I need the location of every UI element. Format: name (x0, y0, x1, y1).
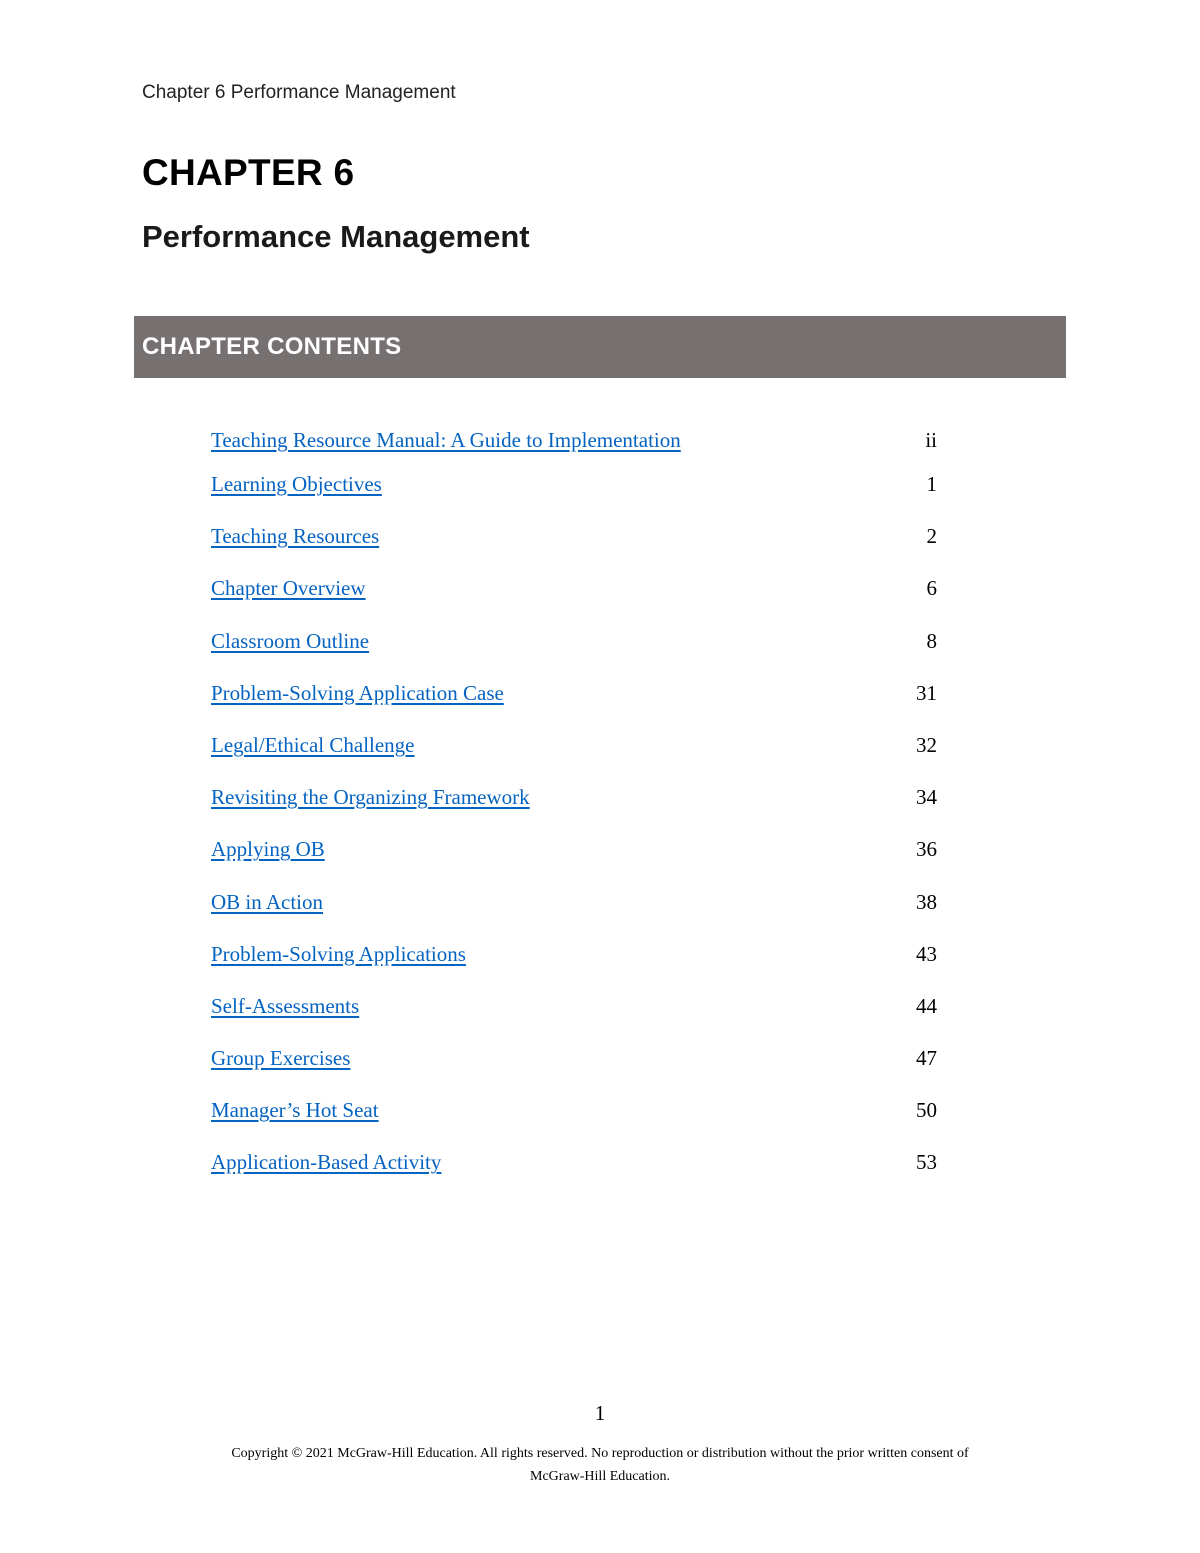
chapter-number-heading: CHAPTER 6 (142, 152, 355, 193)
toc-page-number: ii (925, 428, 937, 452)
toc-link-revisiting-organizing-framework[interactable]: Revisiting the Organizing Framework (211, 785, 530, 810)
chapter-contents-label: CHAPTER CONTENTS (142, 333, 402, 360)
toc-row (211, 729, 937, 781)
toc-row (211, 572, 937, 624)
toc-link-chapter-overview[interactable]: Chapter Overview (211, 576, 366, 601)
toc-link-classroom-outline[interactable]: Classroom Outline (211, 628, 370, 653)
toc-page-number: 8 (926, 628, 937, 653)
toc-page-number: 36 (916, 837, 937, 862)
toc-page-number: 53 (916, 1150, 937, 1175)
page-number: 1 (594, 1401, 606, 1425)
toc-page-number: 1 (926, 472, 937, 496)
toc-row (211, 938, 937, 990)
toc-page-number: 44 (916, 993, 937, 1018)
toc-link-ob-in-action[interactable]: OB in Action (211, 889, 324, 914)
toc-link-self-assessments[interactable]: Self-Assessments (211, 993, 360, 1018)
toc-link-teaching-resource-manual[interactable]: Teaching Resource Manual: A Guide to Implementation (211, 428, 681, 452)
toc-link-problem-solving-application-case[interactable]: Problem-Solving Application Case (211, 680, 504, 705)
toc-link-learning-objectives[interactable]: Learning Objectives (211, 472, 382, 496)
toc-page-number: 47 (916, 1046, 937, 1071)
copyright-notice (170, 1442, 1030, 1488)
toc-row (211, 1146, 937, 1198)
toc-page-number: 43 (916, 941, 937, 966)
copyright-line-1: Copyright © 2021 McGraw-Hill Education. All rights reserved. No reproduction or distribution without the prior written consent of (231, 1446, 969, 1461)
toc-link-group-exercises[interactable]: Group Exercises (211, 1046, 351, 1071)
toc-page-number: 2 (926, 524, 937, 549)
chapter-title: Performance Management (142, 219, 530, 254)
toc-link-managers-hot-seat[interactable]: Manager’s Hot Seat (211, 1098, 379, 1123)
toc-row (211, 424, 937, 468)
chapter-contents-banner (134, 316, 1066, 378)
toc-row (211, 886, 937, 938)
toc-row (211, 990, 937, 1042)
table-of-contents (211, 424, 937, 1199)
toc-page-number: 31 (916, 680, 937, 705)
toc-row (211, 1094, 937, 1146)
toc-link-problem-solving-applications[interactable]: Problem-Solving Applications (211, 941, 466, 966)
toc-link-legal-ethical-challenge[interactable]: Legal/Ethical Challenge (211, 732, 415, 757)
toc-row (211, 677, 937, 729)
toc-link-applying-ob[interactable]: Applying OB (211, 837, 325, 862)
running-header: Chapter 6 Performance Management (142, 82, 456, 103)
toc-row (211, 833, 937, 885)
toc-page-number: 38 (916, 889, 937, 914)
toc-row (211, 781, 937, 833)
toc-link-teaching-resources[interactable]: Teaching Resources (211, 524, 380, 549)
toc-page-number: 6 (926, 576, 937, 601)
toc-row (211, 625, 937, 677)
toc-row (211, 520, 937, 572)
toc-link-application-based-activity[interactable]: Application-Based Activity (211, 1150, 442, 1175)
toc-page-number: 32 (916, 732, 937, 757)
toc-page-number: 50 (916, 1098, 937, 1123)
copyright-line-2: McGraw-Hill Education. (530, 1469, 670, 1484)
toc-row (211, 1042, 937, 1094)
toc-row (211, 468, 937, 520)
toc-page-number: 34 (916, 785, 937, 810)
